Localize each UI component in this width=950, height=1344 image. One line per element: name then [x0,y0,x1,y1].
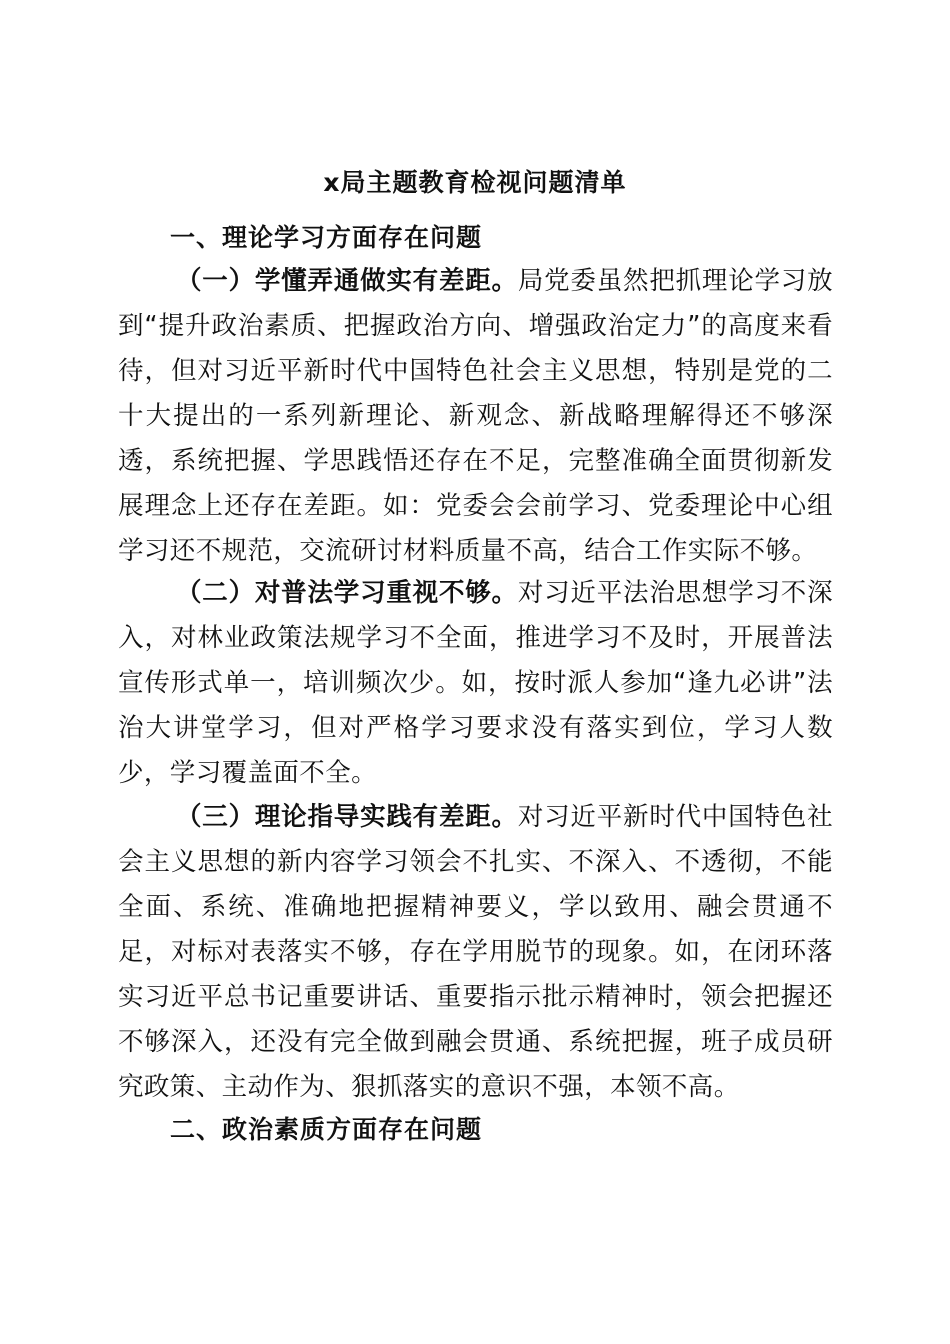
item-1-lead: （一）学懂弄通做实有差距。 [176,266,518,296]
item-2-body: 对习近平法治思想学习不深入，对林业政策法规学习不全面，推进学习不及时，开展普法宣传形式单一，培训频次少。如，按时派人参加“逢九必讲”法治大讲堂学习，但对严格学习要求没有落实到位，学习人数少，学习覆盖面不全。 [118,578,833,788]
item-3-body: 对习近平新时代中国特色社会主义思想的新内容学习领会不扎实、不深入、不透彻，不能全面、系统、准确地把握精神要义，学以致用、融会贯通不足，对标对表落实不够，存在学用脱节的现象。如，在闭环落实习近平总书记重要讲话、重要指示批示精神时，领会把握还不够深入，还没有完全做到融会贯通、系统把握，班子成员研究政策、主动作为、狠抓落实的意识不强，本领不高。 [118,802,833,1102]
item-3-lead: （三）理论指导实践有差距。 [176,802,518,832]
item-2-lead: （二）对普法学习重视不够。 [176,578,518,608]
paragraph-item-3 [118,795,833,1110]
section-heading-1: 一、理论学习方面存在问题 [170,223,483,252]
paragraph-item-1 [118,259,833,574]
item-1-body: 局党委虽然把抓理论学习放到“提升政治素质、把握政治方向、增强政治定力”的高度来看待，但对习近平新时代中国特色社会主义思想，特别是党的二十大提出的一系列新理论、新观念、新战略理解得还不够深透，系统把握、学思践悟还存在不足，完整准确全面贯彻新发展理念上还存在差距。如：党委会会前学习、党委理论中心组学习还不规范，交流研讨材料质量不高，结合工作实际不够。 [118,266,833,566]
section-heading-2: 二、政治素质方面存在问题 [170,1115,483,1144]
document-title: x局主题教育检视问题清单 [323,168,627,197]
paragraph-item-2 [118,571,833,796]
